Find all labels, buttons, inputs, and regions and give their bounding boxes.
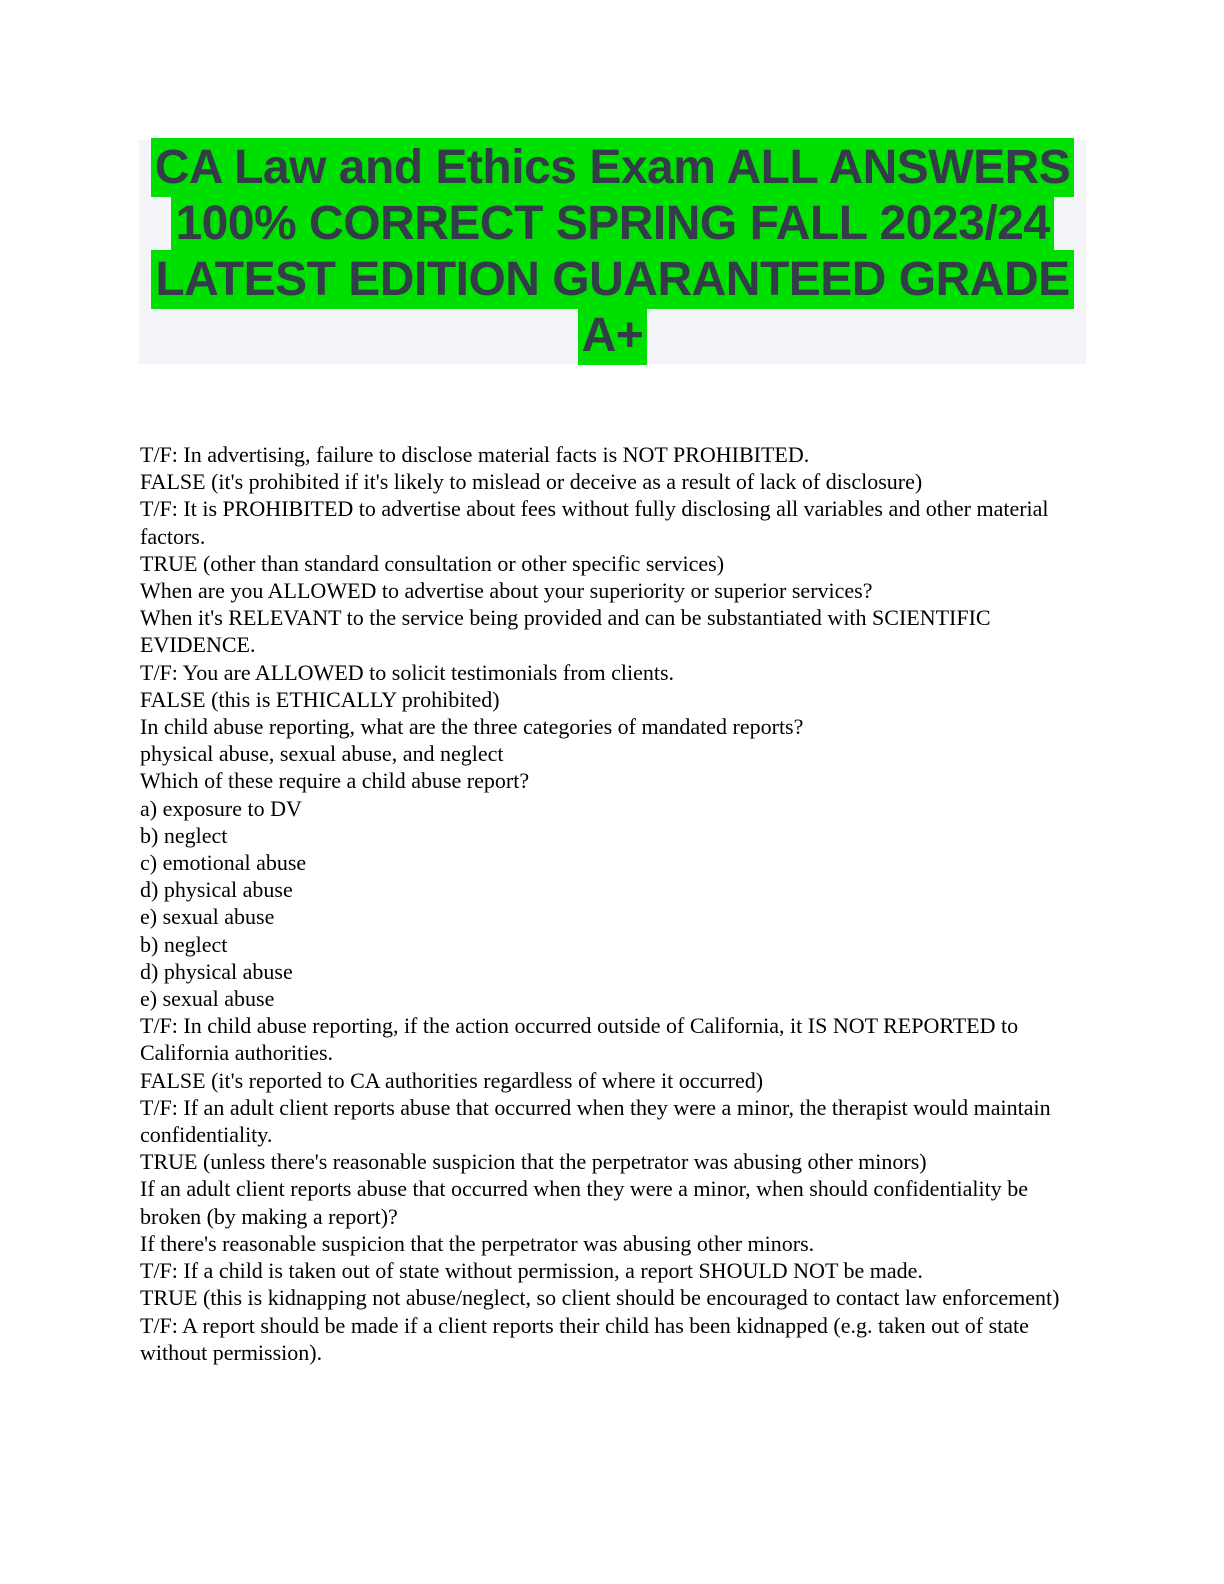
qa-line: Which of these require a child abuse report? [140,768,530,794]
qa-line: T/F: If a child is taken out of state without permission, a report SHOULD NOT be made. [140,1258,923,1284]
qa-line: TRUE (unless there's reasonable suspicion that the perpetrator was abusing other minors) [140,1149,927,1175]
qa-line: physical abuse, sexual abuse, and neglect [140,741,504,767]
qa-line: TRUE (this is kidnapping not abuse/neglect, so client should be encouraged to contact law enforcement) [140,1285,1060,1311]
title-line-3: LATEST EDITION GUARANTEED GRADE [151,250,1073,309]
qa-line: e) sexual abuse [140,986,275,1012]
qa-content [140,441,1076,1366]
qa-line: b) neglect [140,822,228,848]
qa-line: d) physical abuse [140,958,293,984]
qa-line: T/F: A report should be made if a client reports their child has been kidnapped (e.g. taken out of state without permission). [140,1312,1029,1365]
qa-line: a) exposure to DV [140,795,302,821]
title-line-1: CA Law and Ethics Exam ALL ANSWERS [151,138,1075,197]
qa-line: T/F: In child abuse reporting, if the action occurred outside of California, it IS NOT REPORTED to California authorities. [140,1013,1019,1066]
qa-line: TRUE (other than standard consultation or other specific services) [140,550,725,576]
qa-line: If there's reasonable suspicion that the perpetrator was abusing other minors. [140,1230,815,1256]
qa-line: In child abuse reporting, what are the three categories of mandated reports? [140,714,804,740]
qa-line: b) neglect [140,931,228,957]
qa-line: c) emotional abuse [140,850,307,876]
qa-line: FALSE (it's reported to CA authorities regardless of where it occurred) [140,1067,764,1093]
exam-title-block [139,140,1086,364]
qa-line: When are you ALLOWED to advertise about your superiority or superior services? [140,578,873,604]
qa-line: d) physical abuse [140,877,293,903]
qa-line: FALSE (this is ETHICALLY prohibited) [140,686,500,712]
qa-line: T/F: It is PROHIBITED to advertise about fees without fully disclosing all variables and other material factors. [140,496,1049,549]
qa-line: T/F: If an adult client reports abuse that occurred when they were a minor, the therapist would maintain confidentiality. [140,1094,1051,1148]
qa-line: If an adult client reports abuse that occurred when they were a minor, when should confidentiality be broken (by making a report)? [140,1176,1028,1229]
qa-line: T/F: You are ALLOWED to solicit testimonials from clients. [140,659,675,685]
qa-line: e) sexual abuse [140,904,275,930]
qa-line: When it's RELEVANT to the service being provided and can be substantiated with SCIENTIFIC EVIDENCE. [140,605,991,658]
title-line-2: 100% CORRECT SPRING FALL 2023/24 [171,194,1053,253]
qa-line: T/F: In advertising, failure to disclose material facts is NOT PROHIBITED. [140,442,810,467]
qa-line: FALSE (it's prohibited if it's likely to mislead or deceive as a result of lack of disclosure) [140,469,923,495]
title-line-4: A+ [578,306,648,365]
